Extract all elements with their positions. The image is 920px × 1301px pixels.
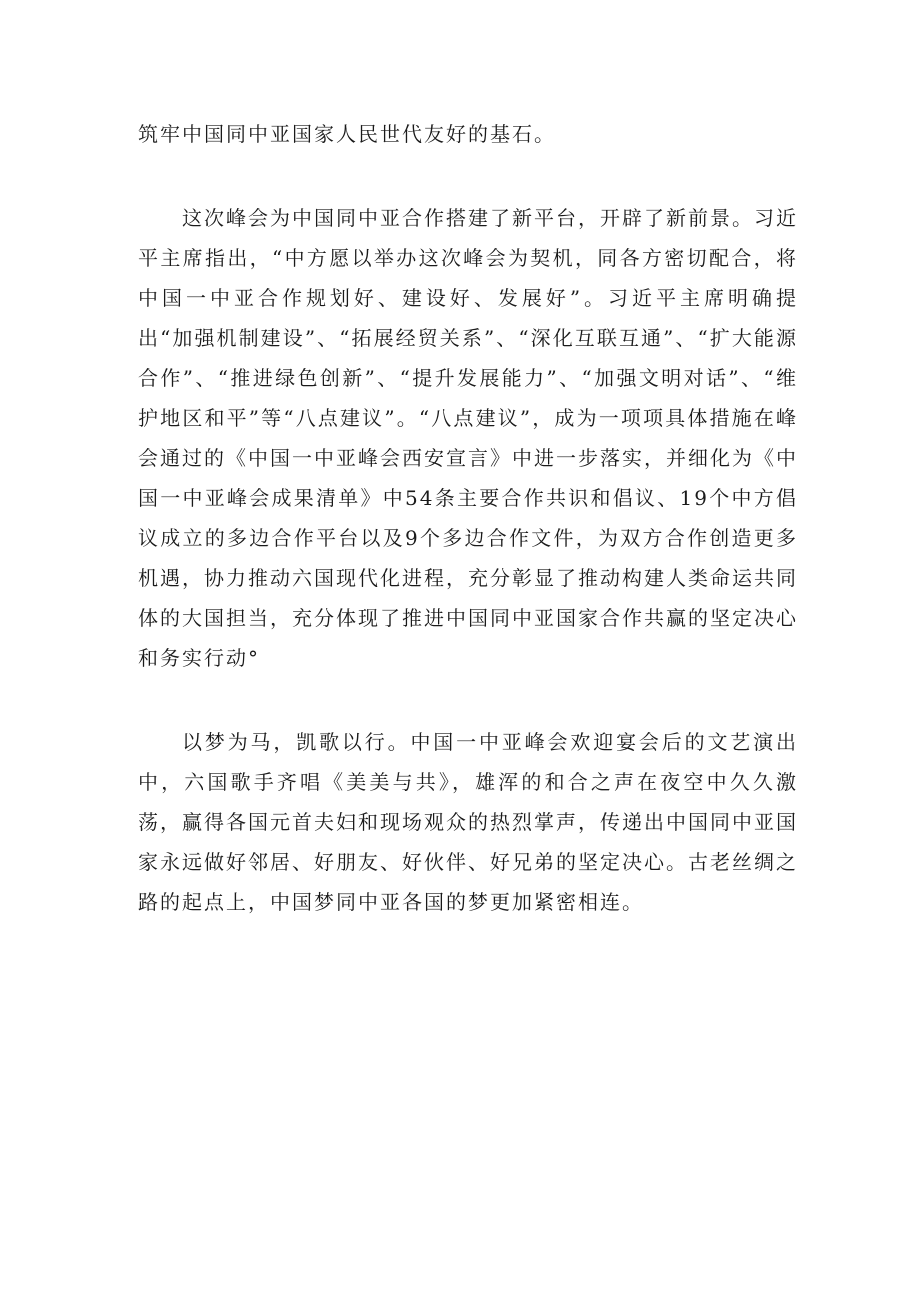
document-body [138,114,798,922]
paragraph-continuation: 筑牢中国同中亚国家人民世代友好的基石。 [138,122,556,146]
paragraph-summit-cooperation: 这次峰会为中国同中亚合作搭建了新平台，开辟了新前景。习近平主席指出，“中方愿以举办这次峰会为契机，同各方密切配合，将中国一中亚合作规划好、建设好、发展好”。习近平主席明确提出“加强机制建设”、“拓展经贸关系”、“深化互联互通”、“扩大能源合作”、“推进绿色创新”、“提升发展能力”、“加强文明对话”、“维护地区和平”等“八点建议”。“八点建议”，成为一项项具体措施在峰会通过的《中国一中亚峰会西安宣言》中进一步落实，并细化为《中国一中亚峰会成果清单》中54条主要合作共识和倡议、19个中方倡议成立的多边合作平台以及9个多边合作文件，为双方合作创造更多机遇，协力推动六国现代化进程，充分彰显了推动构建人类命运共同体的大国担当，充分体现了推进中国同中亚国家合作共赢的坚定决心和务实行动° [138,206,798,670]
paragraph-dream-connection: 以梦为马，凯歌以行。中国一中亚峰会欢迎宴会后的文艺演出中，六国歌手齐唱《美美与共》，雄浑的和合之声在夜空中久久激荡，赢得各国元首夫妇和现场观众的热烈掌声，传递出中国同中亚国家永远做好邻居、好朋友、好伙伴、好兄弟的坚定决心。古老丝绸之路的起点上，中国梦同中亚各国的梦更加紧密相连。 [138,730,798,914]
